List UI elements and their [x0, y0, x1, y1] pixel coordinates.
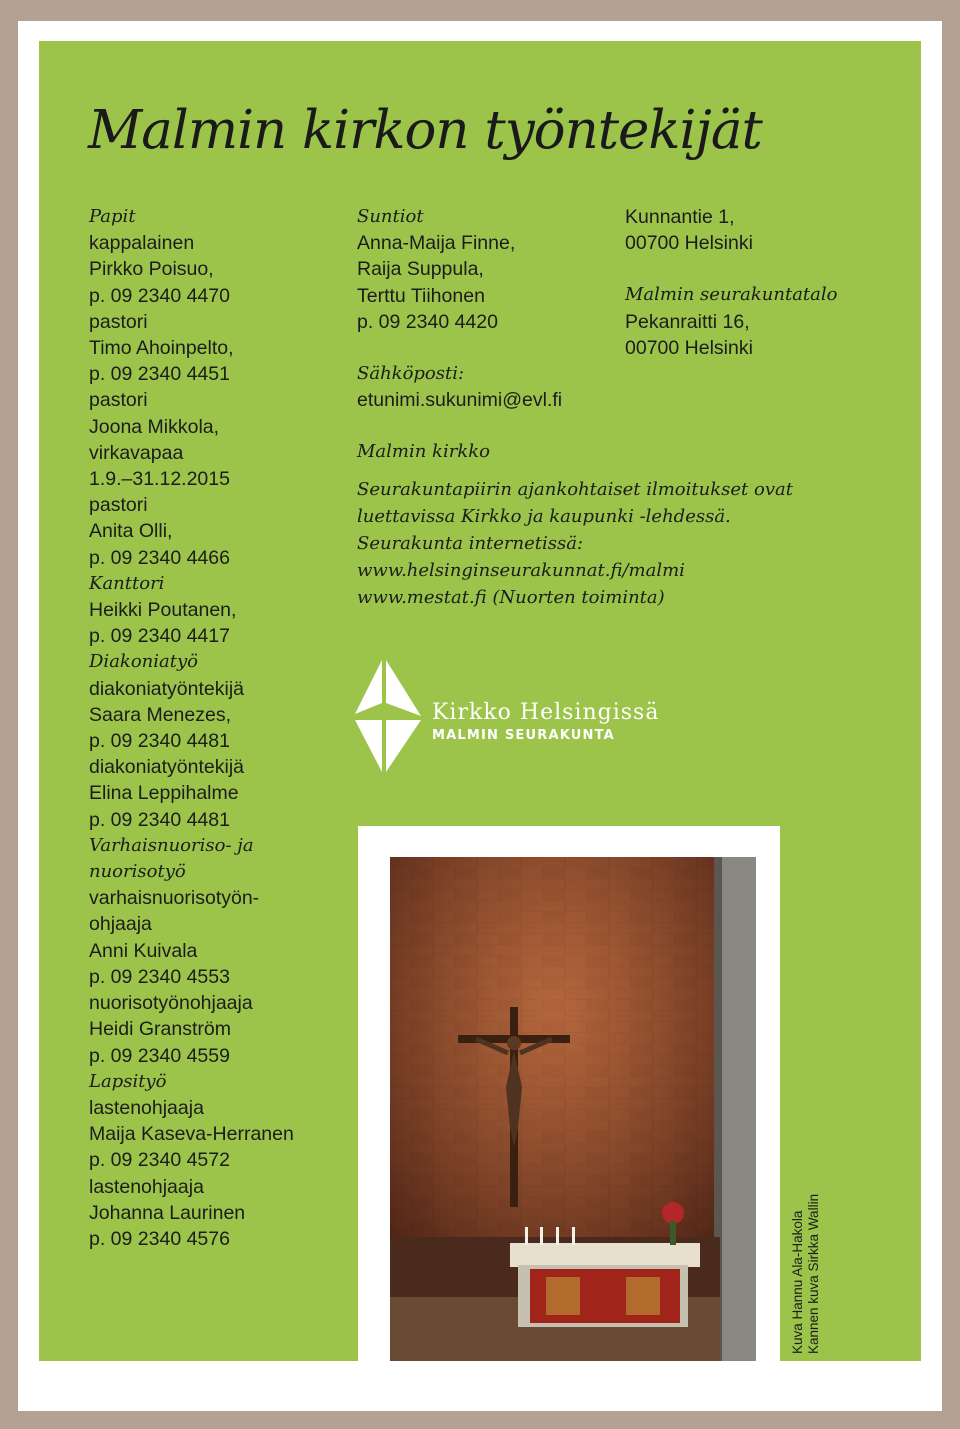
staff-line: 1.9.–31.12.2015 [89, 468, 230, 491]
address-spacer [625, 256, 838, 282]
staff-line: Johanna Laurinen [89, 1201, 246, 1224]
contact-heading: Malmin kirkko [357, 441, 490, 463]
notice-line: www.mestat.fi (Nuorten toiminta) [357, 587, 665, 608]
contact-line: Raija Suppula, [357, 258, 484, 281]
contact-line: Terttu Tiihonen [357, 284, 485, 307]
staff-line: nuorisotyönohjaaja [89, 992, 253, 1015]
address-line: Kunnantie 1, [625, 206, 735, 228]
staff-line: p. 09 2340 4466 [89, 546, 230, 569]
staff-line: Heikki Poutanen, [89, 599, 237, 622]
address-line: Pekanraitti 16, [625, 310, 750, 333]
staff-line: Anita Olli, [89, 520, 173, 543]
staff-heading: Kanttori [89, 572, 165, 594]
address-line: 00700 Helsinki [625, 232, 753, 255]
notice-line: Seurakunta internetissä: [357, 533, 584, 554]
credit-line: Kuva Hannu Ala-Hakola [790, 1210, 805, 1354]
staff-line: lastenohjaaja [89, 1096, 204, 1119]
notice-line: luettavissa Kirkko ja kaupunki -lehdessä. [357, 506, 731, 527]
contact-heading: Suntiot [357, 206, 424, 227]
contact-line: etunimi.sukunimi@evl.fi [357, 389, 563, 412]
contacts-column [357, 204, 562, 466]
staff-line: ohjaaja [89, 913, 152, 936]
cross-logo-icon [355, 660, 425, 772]
staff-line: p. 09 2340 4572 [89, 1149, 230, 1172]
staff-line: p. 09 2340 4481 [89, 730, 230, 753]
contact-spacer [357, 335, 562, 361]
addresses-column [625, 204, 838, 361]
staff-line: p. 09 2340 4553 [89, 965, 230, 988]
staff-line: p. 09 2340 4470 [89, 284, 230, 307]
notice-line: Seurakuntapiirin ajankohtaiset ilmoitukset ovat [357, 479, 793, 500]
page-title: Malmin kirkon työntekijät [88, 100, 762, 161]
staff-line: Maija Kaseva-Herranen [89, 1123, 294, 1146]
staff-line: kappalainen [89, 232, 195, 255]
contact-line: Anna-Maija Finne, [357, 232, 516, 255]
contact-spacer [357, 413, 562, 439]
staff-heading: Lapsityö [89, 1070, 167, 1092]
staff-line: lastenohjaaja [89, 1175, 204, 1198]
staff-line: Elina Leppihalme [89, 782, 239, 805]
address-heading: Malmin seurakuntatalo [625, 284, 838, 306]
staff-line: p. 09 2340 4451 [89, 363, 230, 386]
staff-heading: Papit [89, 206, 136, 227]
staff-line: pastori [89, 389, 148, 412]
credit-line: Kannen kuva Sirkka Wallin [806, 1193, 821, 1354]
altar-crucifix-photo [390, 857, 756, 1361]
staff-heading: Diakoniatyö [89, 651, 198, 673]
church-logo [432, 700, 659, 743]
contact-heading: Sähköposti: [357, 363, 465, 385]
staff-line: pastori [89, 310, 148, 333]
photo-credits [790, 1194, 822, 1354]
staff-line: p. 09 2340 4417 [89, 625, 230, 648]
address-line: 00700 Helsinki [625, 336, 753, 359]
staff-line: p. 09 2340 4559 [89, 1044, 230, 1067]
staff-line: diakoniatyöntekijä [89, 756, 245, 779]
notice-block [357, 476, 793, 611]
logo-subtitle: MALMIN SEURAKUNTA [432, 728, 615, 743]
staff-line: varhaisnuorisotyön- [89, 887, 260, 910]
staff-line: Joona Mikkola, [89, 415, 220, 438]
staff-line: Saara Menezes, [89, 703, 231, 726]
staff-line: Anni Kuivala [89, 939, 198, 962]
staff-list-column [89, 204, 294, 1252]
notice-line: www.helsinginseurakunnat.fi/malmi [357, 560, 685, 581]
staff-heading: Varhaisnuoriso- ja [89, 834, 254, 856]
staff-line: Pirkko Poisuo, [89, 258, 214, 281]
contact-line: p. 09 2340 4420 [357, 310, 498, 333]
staff-line: Heidi Granström [89, 1018, 231, 1041]
staff-line: p. 09 2340 4481 [89, 808, 230, 831]
logo-name: Kirkko Helsingissä [432, 700, 660, 725]
staff-line: Timo Ahoinpelto, [89, 337, 234, 360]
staff-line: diakoniatyöntekijä [89, 677, 245, 700]
staff-line: virkavapaa [89, 441, 184, 464]
staff-heading: nuorisotyö [89, 861, 186, 883]
staff-line: p. 09 2340 4576 [89, 1227, 230, 1250]
staff-line: pastori [89, 494, 148, 517]
